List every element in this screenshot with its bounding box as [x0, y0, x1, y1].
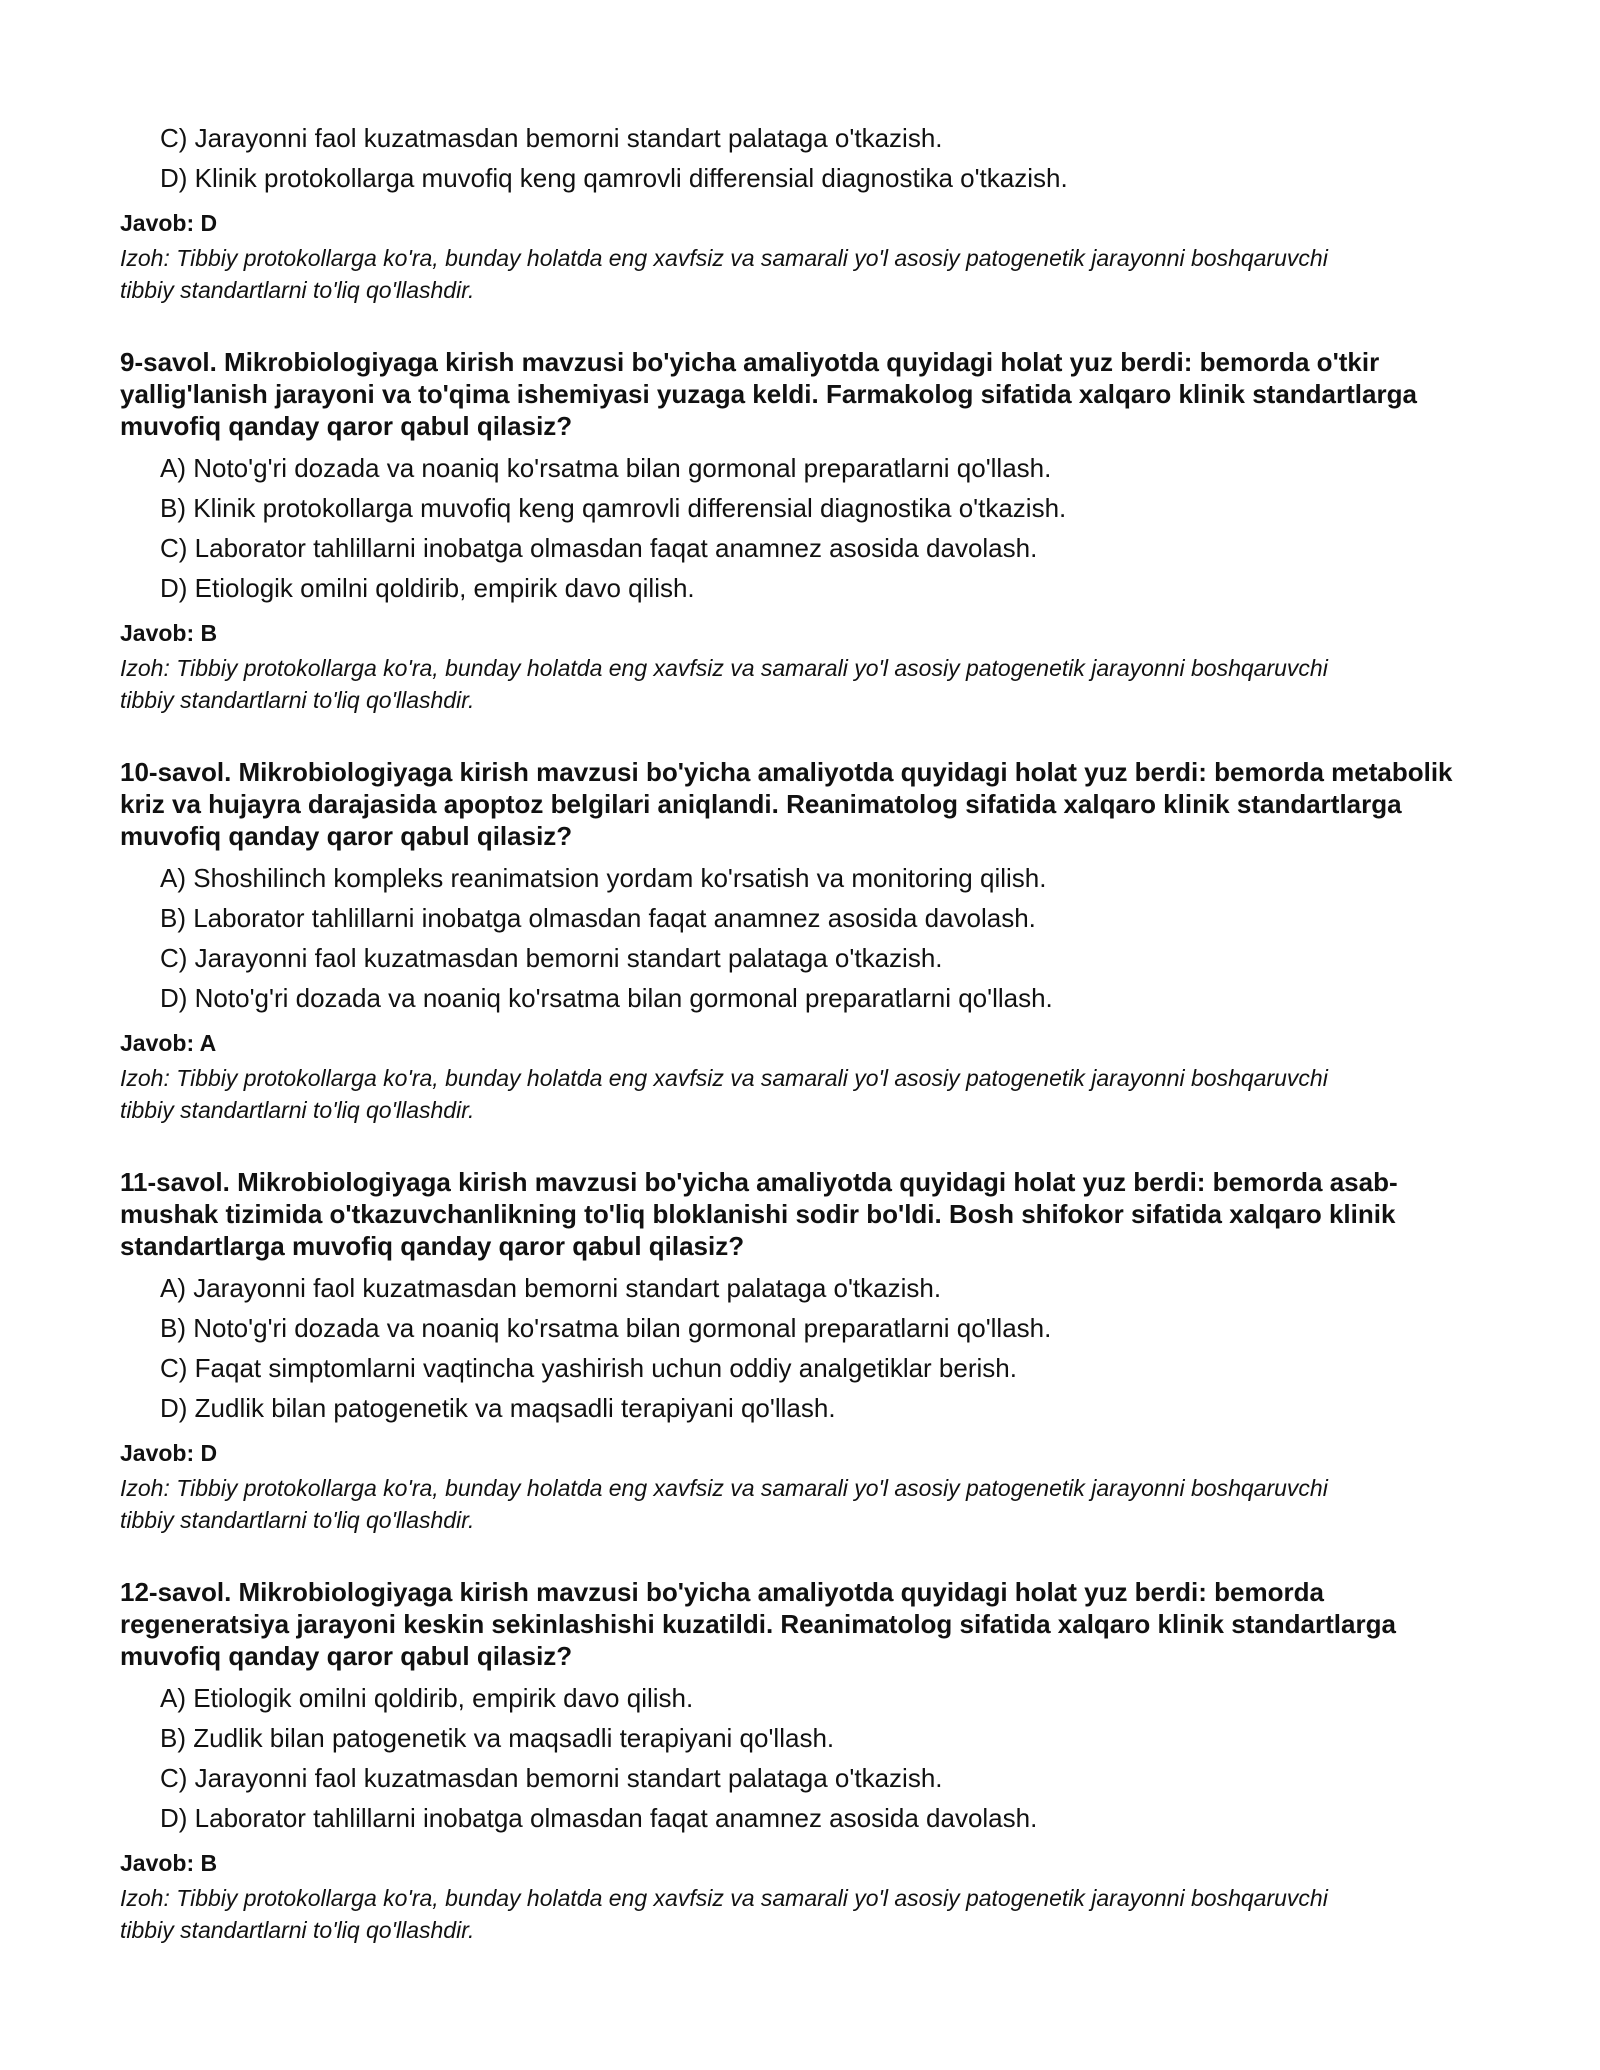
question-text: 9-savol. Mikrobiologiyaga kirish mavzusi bo'yicha amaliyotda quyidagi holat yuz berdi: bemorda o'tkir yallig'lanish jarayoni va to'qima ishemiyasi yuzaga keldi. Farmakolog sifatida xalqaro klinik standartlarga muvofiq qanday qaror qabul qilasiz?	[120, 347, 1417, 441]
document-page	[120, 118, 1480, 1946]
correct-answer: Javob: B	[120, 620, 218, 646]
answer-options	[120, 448, 1480, 608]
answer-option-a: A) Noto'g'ri dozada va noaniq ko'rsatma bilan gormonal preparatlarni qo'llash.	[160, 453, 1052, 483]
question-text: 11-savol. Mikrobiologiyaga kirish mavzusi bo'yicha amaliyotda quyidagi holat yuz berdi: bemorda asab-mushak tizimida o'tkazuvchanlikning to'liq bloklanishi sodir bo'ldi. Bosh shifokor sifatida xalqaro klinik standartlarga muvofiq qanday qaror qabul qilasiz?	[120, 1167, 1398, 1261]
answer-options	[120, 1268, 1480, 1428]
answer-options	[120, 1678, 1480, 1838]
question-9	[120, 346, 1480, 716]
answer-option-d: D) Etiologik omilni qoldirib, empirik davo qilish.	[160, 573, 695, 603]
answer-option-b: B) Klinik protokollarga muvofiq keng qamrovli differensial diagnostika o'tkazish.	[160, 493, 1067, 523]
answer-option-b: B) Noto'g'ri dozada va noaniq ko'rsatma bilan gormonal preparatlarni qo'llash.	[160, 1313, 1052, 1343]
answer-option-a: A) Jarayonni faol kuzatmasdan bemorni standart palataga o'tkazish.	[160, 1273, 942, 1303]
answer-explanation: Izoh: Tibbiy protokollarga ko'ra, bunday holatda eng xavfsiz va samarali yo'l asosiy patogenetik jarayonni boshqaruvchi tibbiy standartlarni to'liq qo'llashdir.	[120, 1885, 1328, 1943]
answer-option-b: B) Laborator tahlillarni inobatga olmasdan faqat anamnez asosida davolash.	[160, 903, 1036, 933]
correct-answer: Javob: A	[120, 1030, 217, 1056]
answer-option-b: B) Zudlik bilan patogenetik va maqsadli terapiyani qo'llash.	[160, 1723, 835, 1753]
answer-explanation: Izoh: Tibbiy protokollarga ko'ra, bunday holatda eng xavfsiz va samarali yo'l asosiy patogenetik jarayonni boshqaruvchi tibbiy standartlarni to'liq qo'llashdir.	[120, 245, 1328, 303]
question-text: 12-savol. Mikrobiologiyaga kirish mavzusi bo'yicha amaliyotda quyidagi holat yuz berdi: bemorda regeneratsiya jarayoni keskin sekinlashishi kuzatildi. Reanimatolog sifatida xalqaro klinik standartlarga muvofiq qanday qaror qabul qilasiz?	[120, 1577, 1396, 1671]
answer-explanation: Izoh: Tibbiy protokollarga ko'ra, bunday holatda eng xavfsiz va samarali yo'l asosiy patogenetik jarayonni boshqaruvchi tibbiy standartlarni to'liq qo'llashdir.	[120, 655, 1328, 713]
answer-option-c: C) Faqat simptomlarni vaqtincha yashirish uchun oddiy analgetiklar berish.	[160, 1353, 1017, 1383]
correct-answer: Javob: D	[120, 210, 218, 236]
answer-option-c: C) Jarayonni faol kuzatmasdan bemorni standart palataga o'tkazish.	[160, 123, 943, 153]
answer-option-d: D) Laborator tahlillarni inobatga olmasdan faqat anamnez asosida davolash.	[160, 1803, 1038, 1833]
answer-option-c: C) Jarayonni faol kuzatmasdan bemorni standart palataga o'tkazish.	[160, 943, 943, 973]
answer-options	[120, 118, 1480, 198]
answer-option-a: A) Shoshilinch kompleks reanimatsion yordam ko'rsatish va monitoring qilish.	[160, 863, 1047, 893]
question-11	[120, 1166, 1480, 1536]
answer-explanation: Izoh: Tibbiy protokollarga ko'ra, bunday holatda eng xavfsiz va samarali yo'l asosiy patogenetik jarayonni boshqaruvchi tibbiy standartlarni to'liq qo'llashdir.	[120, 1475, 1328, 1533]
question-12	[120, 1576, 1480, 1946]
answer-option-d: D) Zudlik bilan patogenetik va maqsadli terapiyani qo'llash.	[160, 1393, 836, 1423]
correct-answer: Javob: B	[120, 1850, 218, 1876]
answer-explanation: Izoh: Tibbiy protokollarga ko'ra, bunday holatda eng xavfsiz va samarali yo'l asosiy patogenetik jarayonni boshqaruvchi tibbiy standartlarni to'liq qo'llashdir.	[120, 1065, 1328, 1123]
answer-options	[120, 858, 1480, 1018]
continued-question-block	[120, 118, 1480, 306]
answer-option-d: D) Noto'g'ri dozada va noaniq ko'rsatma bilan gormonal preparatlarni qo'llash.	[160, 983, 1053, 1013]
answer-option-a: A) Etiologik omilni qoldirib, empirik davo qilish.	[160, 1683, 694, 1713]
answer-option-c: C) Laborator tahlillarni inobatga olmasdan faqat anamnez asosida davolash.	[160, 533, 1038, 563]
question-10	[120, 756, 1480, 1126]
answer-option-d: D) Klinik protokollarga muvofiq keng qamrovli differensial diagnostika o'tkazish.	[160, 163, 1068, 193]
question-text: 10-savol. Mikrobiologiyaga kirish mavzusi bo'yicha amaliyotda quyidagi holat yuz berdi: bemorda metabolik kriz va hujayra darajasida apoptoz belgilari aniqlandi. Reanimatolog sifatida xalqaro klinik standartlarga muvofiq qanday qaror qabul qilasiz?	[120, 757, 1453, 851]
correct-answer: Javob: D	[120, 1440, 218, 1466]
answer-option-c: C) Jarayonni faol kuzatmasdan bemorni standart palataga o'tkazish.	[160, 1763, 943, 1793]
